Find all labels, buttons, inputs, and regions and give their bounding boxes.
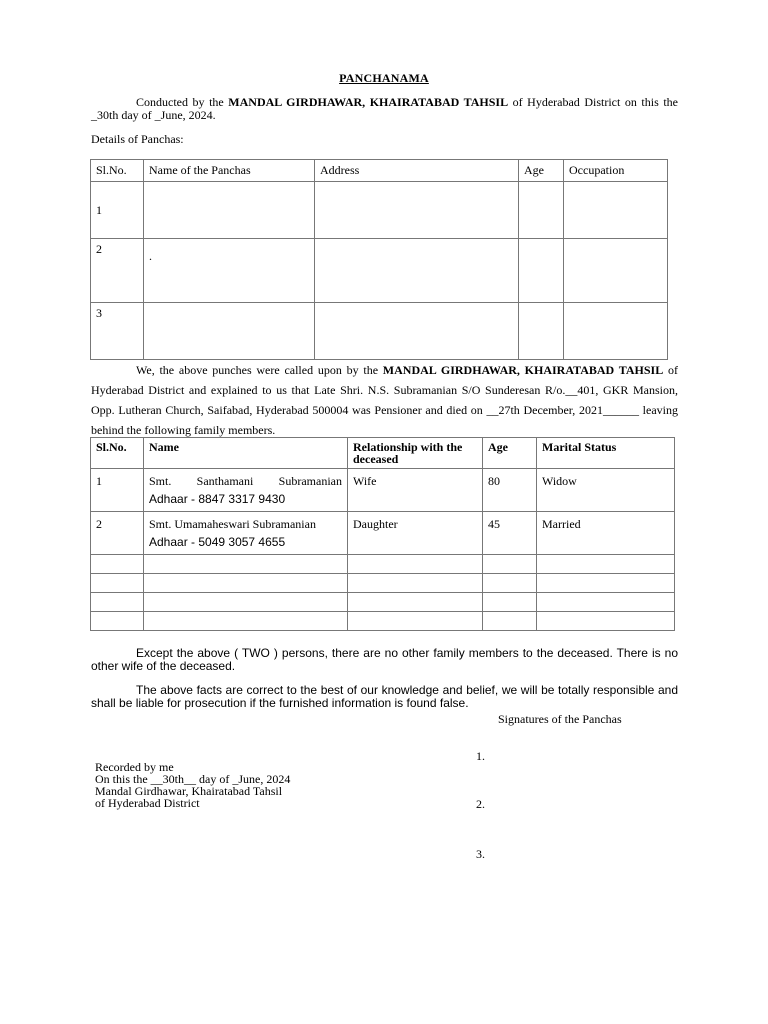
recorded-block bbox=[95, 761, 290, 809]
empty-cell bbox=[144, 612, 348, 631]
empty-cell bbox=[483, 593, 537, 612]
statement-post: of Hyderabad District and explained to us that Late Shri. N.S. Subramanian S/O Sunderesan R/o.__401, GKR Mansion, Opp. Lutheran Church, Saifabad, Hyderabad 500004 was Pensioner and died on __27th December, 2021______ leaving behind the following family members. bbox=[91, 363, 678, 437]
panchas-cell-occupation bbox=[564, 182, 668, 239]
table-row bbox=[91, 469, 675, 512]
family-cell-relationship: Daughter bbox=[348, 512, 483, 555]
table-row bbox=[91, 303, 668, 360]
table-row bbox=[91, 593, 675, 612]
table-row bbox=[91, 612, 675, 631]
panchas-header-occupation: Occupation bbox=[564, 160, 668, 182]
empty-cell bbox=[144, 593, 348, 612]
empty-cell bbox=[348, 555, 483, 574]
empty-cell bbox=[91, 555, 144, 574]
panchas-cell-slno: 1 bbox=[91, 182, 144, 239]
family-header-status: Marital Status bbox=[537, 438, 675, 469]
family-cell-status: Widow bbox=[537, 469, 675, 512]
empty-cell bbox=[91, 612, 144, 631]
panchas-cell-occupation bbox=[564, 303, 668, 360]
panchas-cell-name: . bbox=[144, 239, 315, 303]
empty-cell bbox=[483, 612, 537, 631]
except-paragraph: Except the above ( TWO ) persons, there are no other family members to the deceased. There is no other wife of the deceased. bbox=[91, 646, 678, 673]
panchas-cell-address bbox=[315, 182, 519, 239]
table-row bbox=[91, 239, 668, 303]
facts-paragraph: The above facts are correct to the best of our knowledge and belief, we will be totally responsible and shall be liable for prosecution if the furnished information is found false. bbox=[91, 683, 678, 710]
family-cell-age: 80 bbox=[483, 469, 537, 512]
panchas-cell-name bbox=[144, 182, 315, 239]
panchas-table bbox=[90, 159, 668, 360]
family-cell-slno: 1 bbox=[91, 469, 144, 512]
empty-cell bbox=[348, 612, 483, 631]
family-cell-status: Married bbox=[537, 512, 675, 555]
empty-cell bbox=[537, 612, 675, 631]
details-label: Details of Panchas: bbox=[91, 132, 184, 146]
table-row bbox=[91, 182, 668, 239]
recorded-line: Mandal Girdhawar, Khairatabad Tahsil bbox=[95, 784, 283, 798]
table-row bbox=[91, 512, 675, 555]
panchas-cell-age bbox=[519, 239, 564, 303]
panchas-header-row bbox=[91, 160, 668, 182]
empty-cell bbox=[348, 574, 483, 593]
statement-authority: MANDAL GIRDHAWAR, KHAIRATABAD TAHSIL bbox=[382, 363, 664, 377]
recorded-line: Recorded by me bbox=[95, 760, 174, 774]
panchas-cell-address bbox=[315, 303, 519, 360]
family-cell-name bbox=[144, 512, 348, 555]
panchas-header-slno: Sl.No. bbox=[91, 160, 144, 182]
family-member-adhaar: Adhaar - 5049 3057 4655 bbox=[149, 535, 286, 549]
empty-cell bbox=[537, 574, 675, 593]
table-row bbox=[91, 555, 675, 574]
intro-pre: Conducted by the bbox=[136, 95, 229, 109]
statement-paragraph bbox=[91, 360, 678, 440]
family-member-name: Smt. Santhamani Subramanian bbox=[149, 474, 342, 488]
empty-cell bbox=[483, 574, 537, 593]
panchas-header-address: Address bbox=[315, 160, 519, 182]
panchas-header-name: Name of the Panchas bbox=[144, 160, 315, 182]
family-header-row bbox=[91, 438, 675, 469]
signature-number: 2. bbox=[476, 797, 485, 811]
table-row bbox=[91, 574, 675, 593]
recorded-line: of Hyderabad District bbox=[95, 796, 200, 810]
family-members-table bbox=[90, 437, 675, 631]
panchas-cell-age bbox=[519, 303, 564, 360]
signatures-label: Signatures of the Panchas bbox=[498, 712, 622, 726]
family-cell-age: 45 bbox=[483, 512, 537, 555]
empty-cell bbox=[144, 574, 348, 593]
family-cell-relationship: Wife bbox=[348, 469, 483, 512]
panchas-cell-name bbox=[144, 303, 315, 360]
empty-cell bbox=[537, 593, 675, 612]
intro-post: of Hyderabad District on this the _30th day of _June, 2024. bbox=[91, 95, 678, 122]
intro-authority: MANDAL GIRDHAWAR, KHAIRATABAD TAHSIL bbox=[228, 95, 509, 109]
family-cell-slno: 2 bbox=[91, 512, 144, 555]
page-title: PANCHANAMA bbox=[339, 71, 429, 85]
empty-cell bbox=[91, 593, 144, 612]
recorded-line: On this the __30th__ day of _June, 2024 bbox=[95, 772, 291, 786]
empty-cell bbox=[537, 555, 675, 574]
family-member-adhaar: Adhaar - 8847 3317 9430 bbox=[149, 492, 286, 506]
signature-number: 1. bbox=[476, 749, 485, 763]
panchas-cell-age bbox=[519, 182, 564, 239]
family-header-name: Name bbox=[144, 438, 348, 469]
statement-pre: We, the above punches were called upon by the bbox=[136, 363, 383, 377]
intro-paragraph bbox=[91, 96, 678, 122]
family-cell-name bbox=[144, 469, 348, 512]
empty-cell bbox=[348, 593, 483, 612]
family-member-name: Smt. Umamaheswari Subramanian bbox=[149, 517, 316, 531]
panchas-cell-slno: 3 bbox=[91, 303, 144, 360]
signature-number: 3. bbox=[476, 847, 485, 861]
empty-cell bbox=[483, 555, 537, 574]
panchas-cell-slno: 2 bbox=[91, 239, 144, 303]
panchas-header-age: Age bbox=[519, 160, 564, 182]
family-header-age: Age bbox=[483, 438, 537, 469]
empty-cell bbox=[144, 555, 348, 574]
empty-cell bbox=[91, 574, 144, 593]
family-header-slno: Sl.No. bbox=[91, 438, 144, 469]
panchas-cell-occupation bbox=[564, 239, 668, 303]
family-header-relationship: Relationship with the deceased bbox=[348, 438, 483, 469]
panchas-cell-address bbox=[315, 239, 519, 303]
